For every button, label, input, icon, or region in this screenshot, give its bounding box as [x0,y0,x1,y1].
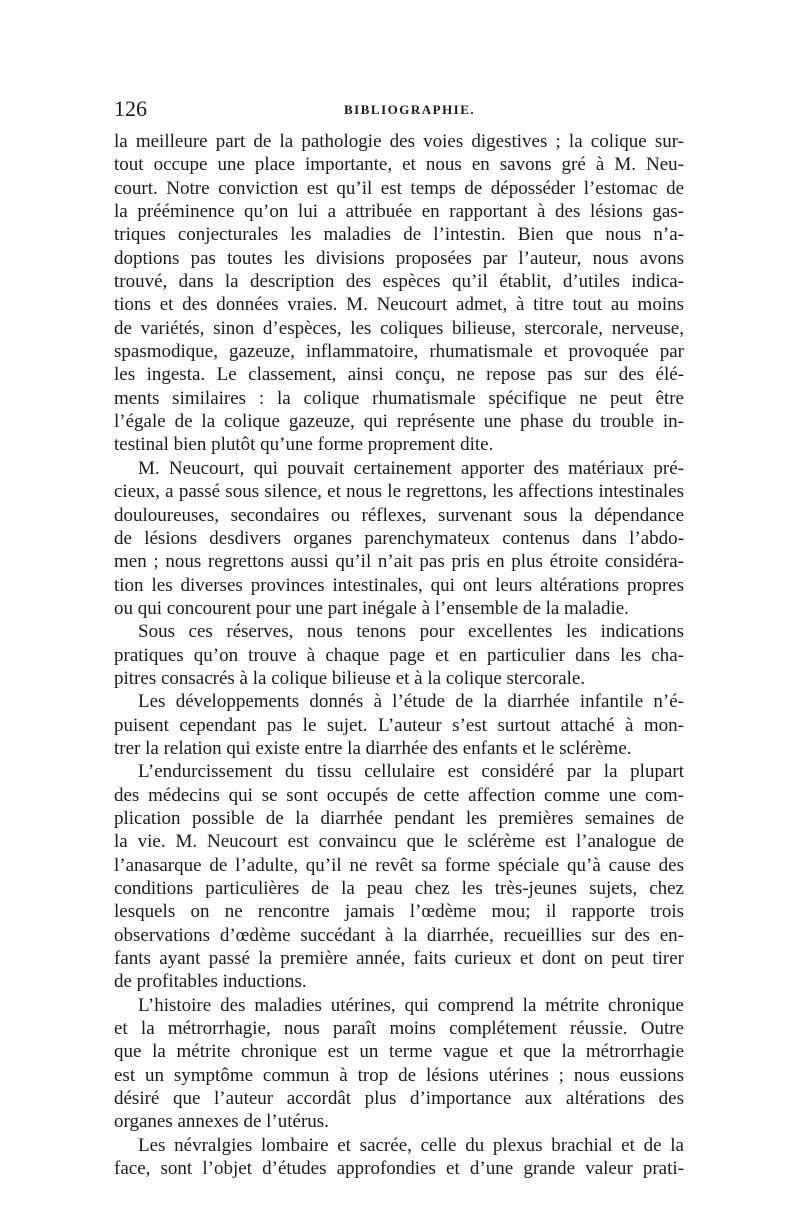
text-line: organes annexes de l’utérus. [114,1111,329,1133]
text-line: de profitables inductions. [114,971,307,993]
text-line: tion les diverses provinces intestinales, qui ont leurs altérations propres [114,574,684,596]
text-line: l’anasarque de l’adulte, qu’il ne revêt sa forme spéciale qu’à cause des [114,854,684,876]
text-line: ou qui concourent pour une part inégale à l’ensemble de la maladie. [114,597,629,619]
text-line: la meilleure part de la pathologie des voies digestives ; la colique sur- [114,131,684,152]
text-line: et la métrorrhagie, nous paraît moins complétement réussie. Outre [114,1018,684,1040]
body-text [114,130,684,1180]
text-line: court. Notre conviction est qu’il est temps de déposséder l’estomac de [114,177,684,199]
text-line: la vie. M. Neucourt est convaincu que le sclérème est l’analogue de [114,831,684,853]
text-line: testinal bien plutôt qu’une forme proprement dite. [114,434,494,456]
page-number: 126 [114,96,147,121]
text-line: les ingesta. Le classement, ainsi conçu, ne repose pas sur des élé- [114,364,684,386]
text-line: de variétés, sinon d’espèces, les coliques bilieuse, stercorale, nerveuse, [114,317,684,339]
text-line: Les névralgies lombaire et sacrée, celle du plexus brachial et de la [138,1134,684,1156]
text-line: observations d’œdème succédant à la diarrhée, recueillies sur des en- [114,924,684,946]
page-header [114,96,684,126]
text-line: désiré que l’auteur accordât plus d’importance aux altérations des [114,1088,684,1110]
text-line: doptions pas toutes les divisions proposées par l’auteur, nous avons [114,247,684,269]
text-line: puisent cependant pas le sujet. L’auteur s’est surtout attaché à mon- [114,714,684,736]
text-line: que la métrite chronique est un terme vague et que la métrorrhagie [114,1041,684,1063]
text-line: M. Neucourt, qui pouvait certainement apporter des matériaux pré- [138,457,684,479]
text-line: Sous ces réserves, nous tenons pour excellentes les indications [138,621,684,643]
text-line: men ; nous regrettons aussi qu’il n’ait pas pris en plus étroite considéra- [114,551,684,573]
text-line: tout occupe une place importante, et nous en savons gré à M. Neu- [114,154,684,176]
text-line: conditions particulières de la peau chez les très-jeunes sujets, chez [114,878,684,899]
text-line: triques conjecturales les maladies de l’intestin. Bien que nous n’a- [114,224,684,246]
running-head: BIBLIOGRAPHIE. [344,102,476,117]
text-line: lesquels on ne rencontre jamais l’œdème mou; il rapporte trois [114,901,684,923]
text-line: spasmodique, gazeuze, inflammatoire, rhumatismale et provoquée par [114,341,684,363]
text-line: trer la relation qui existe entre la diarrhée des enfants et le sclérème. [114,737,632,759]
text-line: des médecins qui se sont occupés de cette affection comme une com- [114,784,684,806]
text-line: fants ayant passé la première année, faits curieux et dont on peut tirer [114,948,684,970]
text-line: cieux, a passé sous silence, et nous le regrettons, les affections intestinales [114,481,684,503]
text-line: la prééminence qu’on lui a attribuée en rapportant à des lésions gas- [114,201,684,223]
text-line: plication possible de la diarrhée pendant les premières semaines de [114,807,684,829]
text-line: de lésions desdivers organes parenchymateux contenus dans l’abdo- [114,527,684,549]
text-line: face, sont l’objet d’études approfondies et d’une grande valeur prati- [114,1158,684,1180]
text-line: trouvé, dans la description des espèces qu’il établit, d’utiles indica- [114,271,684,293]
text-line: tions et des données vraies. M. Neucourt admet, à titre tout au moins [114,294,684,316]
text-line: pratiques qu’on trouve à chaque page et en particulier dans les cha- [114,644,684,666]
text-line: L’histoire des maladies utérines, qui comprend la métrite chronique [138,994,684,1016]
text-line: L’endurcissement du tissu cellulaire est considéré par la plupart [138,761,684,783]
text-line: douloureuses, secondaires ou réflexes, survenant sous la dépendance [114,504,684,526]
text-line: pitres consacrés à la colique bilieuse et à la colique stercorale. [114,667,586,689]
text-line: est un symptôme commun à trop de lésions utérines ; nous eussions [114,1064,684,1086]
text-line: Les développements donnés à l’étude de la diarrhée infantile n’é- [138,691,684,713]
text-line: ments similaires : la colique rhumatismale spécifique ne peut être [114,387,684,409]
text-line: l’égale de la colique gazeuze, qui représente une phase du trouble in- [114,411,684,433]
